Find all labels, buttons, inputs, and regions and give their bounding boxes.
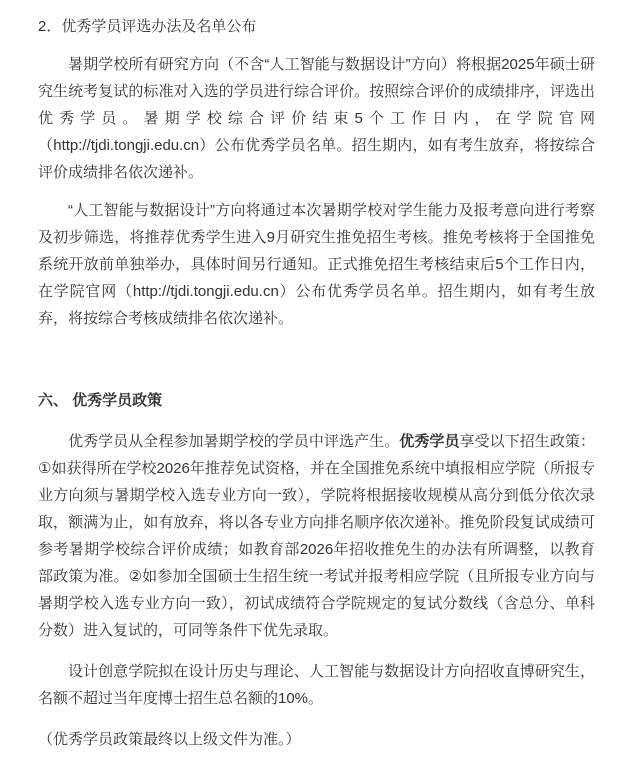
policy-intro-text: 优秀学员从全程参加暑期学校的学员中评选产生。 xyxy=(68,433,400,450)
paragraph-policy xyxy=(38,428,595,644)
note-disclaimer: （优秀学员政策最终以上级文件为准。） xyxy=(38,731,301,748)
paragraph-ai-design-direction: “人工智能与数据设计”方向将通过本次暑期学校对学生能力及报考意向进行考察及初步筛选，将推荐优秀学生进入9月研究生推免招生考核。推免考核将于全国推免系统开放前单独举办，具体时间另行通知。正式推免招生考核结束后5个工作日内，在学院官网（http://tjdi.tongji.edu.cn）公布优秀学员名单。招生期内，如有考生放弃，将按综合考核成绩排名依次递补。 xyxy=(38,202,595,327)
section-title: 2．优秀学员评选办法及名单公布 xyxy=(38,18,257,35)
paragraph-overall-evaluation: 暑期学校所有研究方向（不含“人工智能与数据设计”方向）将根据2025年硕士研究生统考复试的标准对入选的学员进行综合评价。按照综合评价的成绩排序，评选出优秀学员。暑期学校综合评价结束5个工作日内，在学院官网（http://tjdi.tongji.edu.cn）公布优秀学员名单。招生期内，如有考生放弃，将按综合评价成绩排名依次递补。 xyxy=(38,56,595,181)
policy-rest-text: 享受以下招生政策：①如获得所在学校2026年推荐免试资格，并在全国推免系统中填报相应学院（所报专业方向须与暑期学校入选专业方向一致），学院将根据接收规模从高分到低分依次录取，额满为止，如有放弃，将以各专业方向排名顺序依次递补。推免阶段复试成绩可参考暑期学校综合评价成绩；如教育部2026年招收推免生的办法有所调整，以教育部政策为准。②如参加全国硕士生招生统一考试并报考相应学院（且所报专业方向与暑期学校入选专业方向一致），初试成绩符合学院规定的复试分数线（含总分、单科分数）进入复试的，可同等条件下优先录取。 xyxy=(38,433,595,639)
paragraph-phd-recruitment: 设计创意学院拟在设计历史与理论、人工智能与数据设计方向招收直博研究生，名额不超过当年度博士招生总名额的10%。 xyxy=(38,663,595,707)
policy-bold-text: 优秀学员 xyxy=(399,433,460,450)
section-heading-policy: 六、 优秀学员政策 xyxy=(38,392,163,409)
